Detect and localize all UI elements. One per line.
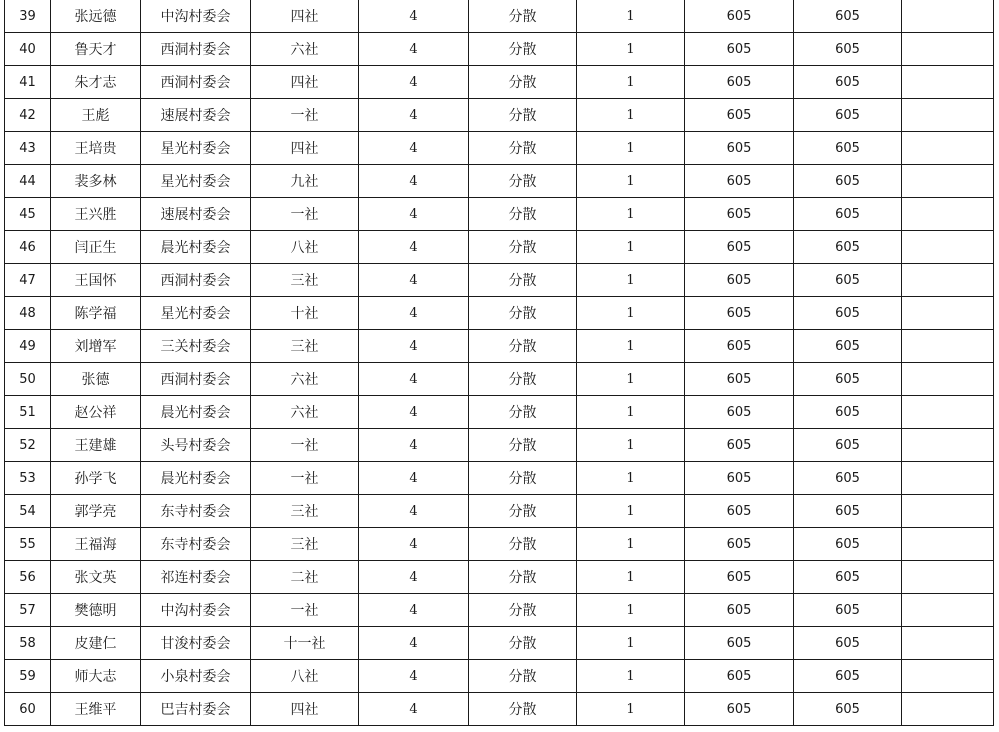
table-row <box>5 363 994 396</box>
cell-name: 王建雄 <box>51 429 141 462</box>
cell-count: 4 <box>359 528 469 561</box>
cell-count: 4 <box>359 132 469 165</box>
cell-name: 王维平 <box>51 693 141 726</box>
cell-count: 4 <box>359 297 469 330</box>
cell-index: 59 <box>5 660 51 693</box>
cell-months: 1 <box>577 660 685 693</box>
cell-months: 1 <box>577 132 685 165</box>
cell-index: 58 <box>5 627 51 660</box>
cell-name: 刘增军 <box>51 330 141 363</box>
cell-amount: 605 <box>794 594 902 627</box>
cell-remark <box>902 297 994 330</box>
cell-standard: 605 <box>685 330 794 363</box>
cell-village: 西洞村委会 <box>141 66 251 99</box>
cell-name: 闫正生 <box>51 231 141 264</box>
cell-index: 60 <box>5 693 51 726</box>
cell-amount: 605 <box>794 495 902 528</box>
cell-amount: 605 <box>794 330 902 363</box>
cell-support-type: 分散 <box>469 429 577 462</box>
cell-name: 鲁天才 <box>51 33 141 66</box>
cell-standard: 605 <box>685 495 794 528</box>
cell-count: 4 <box>359 165 469 198</box>
cell-support-type: 分散 <box>469 330 577 363</box>
cell-months: 1 <box>577 363 685 396</box>
cell-amount: 605 <box>794 693 902 726</box>
cell-index: 39 <box>5 0 51 33</box>
cell-group: 四社 <box>251 693 359 726</box>
cell-group: 三社 <box>251 330 359 363</box>
cell-remark <box>902 429 994 462</box>
cell-amount: 605 <box>794 0 902 33</box>
cell-village: 西洞村委会 <box>141 363 251 396</box>
cell-support-type: 分散 <box>469 0 577 33</box>
table-row <box>5 66 994 99</box>
cell-standard: 605 <box>685 132 794 165</box>
cell-standard: 605 <box>685 0 794 33</box>
cell-standard: 605 <box>685 297 794 330</box>
cell-remark <box>902 495 994 528</box>
cell-village: 星光村委会 <box>141 297 251 330</box>
cell-village: 巴吉村委会 <box>141 693 251 726</box>
cell-amount: 605 <box>794 264 902 297</box>
cell-count: 4 <box>359 66 469 99</box>
cell-village: 速展村委会 <box>141 99 251 132</box>
cell-name: 樊德明 <box>51 594 141 627</box>
cell-name: 陈学福 <box>51 297 141 330</box>
cell-support-type: 分散 <box>469 165 577 198</box>
cell-remark <box>902 198 994 231</box>
cell-group: 九社 <box>251 165 359 198</box>
cell-amount: 605 <box>794 198 902 231</box>
cell-village: 东寺村委会 <box>141 495 251 528</box>
cell-standard: 605 <box>685 693 794 726</box>
cell-amount: 605 <box>794 99 902 132</box>
cell-village: 速展村委会 <box>141 198 251 231</box>
cell-months: 1 <box>577 693 685 726</box>
cell-name: 王彪 <box>51 99 141 132</box>
cell-amount: 605 <box>794 396 902 429</box>
cell-name: 朱才志 <box>51 66 141 99</box>
cell-count: 4 <box>359 198 469 231</box>
cell-count: 4 <box>359 627 469 660</box>
cell-village: 西洞村委会 <box>141 33 251 66</box>
cell-group: 三社 <box>251 264 359 297</box>
cell-months: 1 <box>577 231 685 264</box>
cell-support-type: 分散 <box>469 396 577 429</box>
cell-group: 六社 <box>251 396 359 429</box>
table-row <box>5 660 994 693</box>
cell-index: 47 <box>5 264 51 297</box>
cell-amount: 605 <box>794 627 902 660</box>
cell-support-type: 分散 <box>469 132 577 165</box>
cell-remark <box>902 561 994 594</box>
cell-name: 裴多林 <box>51 165 141 198</box>
cell-name: 张文英 <box>51 561 141 594</box>
cell-support-type: 分散 <box>469 264 577 297</box>
cell-index: 54 <box>5 495 51 528</box>
cell-name: 张远德 <box>51 0 141 33</box>
table-row <box>5 231 994 264</box>
cell-group: 三社 <box>251 528 359 561</box>
cell-group: 一社 <box>251 594 359 627</box>
cell-support-type: 分散 <box>469 66 577 99</box>
cell-index: 53 <box>5 462 51 495</box>
cell-count: 4 <box>359 561 469 594</box>
cell-amount: 605 <box>794 297 902 330</box>
cell-support-type: 分散 <box>469 528 577 561</box>
cell-village: 三关村委会 <box>141 330 251 363</box>
table-row <box>5 462 994 495</box>
cell-group: 十一社 <box>251 627 359 660</box>
cell-village: 祁连村委会 <box>141 561 251 594</box>
cell-support-type: 分散 <box>469 693 577 726</box>
cell-name: 张德 <box>51 363 141 396</box>
cell-name: 王培贵 <box>51 132 141 165</box>
table-row <box>5 495 994 528</box>
data-table <box>4 0 994 726</box>
cell-group: 六社 <box>251 363 359 396</box>
cell-amount: 605 <box>794 363 902 396</box>
cell-remark <box>902 66 994 99</box>
cell-name: 孙学飞 <box>51 462 141 495</box>
cell-standard: 605 <box>685 528 794 561</box>
cell-months: 1 <box>577 0 685 33</box>
cell-count: 4 <box>359 693 469 726</box>
cell-count: 4 <box>359 495 469 528</box>
cell-count: 4 <box>359 429 469 462</box>
cell-village: 西洞村委会 <box>141 264 251 297</box>
cell-standard: 605 <box>685 594 794 627</box>
cell-count: 4 <box>359 363 469 396</box>
table-row <box>5 33 994 66</box>
cell-months: 1 <box>577 165 685 198</box>
cell-months: 1 <box>577 429 685 462</box>
cell-name: 师大志 <box>51 660 141 693</box>
cell-count: 4 <box>359 462 469 495</box>
cell-count: 4 <box>359 0 469 33</box>
cell-months: 1 <box>577 462 685 495</box>
cell-name: 王福海 <box>51 528 141 561</box>
cell-group: 一社 <box>251 198 359 231</box>
cell-remark <box>902 165 994 198</box>
cell-standard: 605 <box>685 231 794 264</box>
cell-support-type: 分散 <box>469 33 577 66</box>
cell-group: 一社 <box>251 99 359 132</box>
cell-amount: 605 <box>794 462 902 495</box>
cell-group: 四社 <box>251 132 359 165</box>
cell-amount: 605 <box>794 429 902 462</box>
cell-standard: 605 <box>685 561 794 594</box>
cell-count: 4 <box>359 594 469 627</box>
cell-amount: 605 <box>794 33 902 66</box>
cell-standard: 605 <box>685 165 794 198</box>
table-row <box>5 132 994 165</box>
cell-group: 三社 <box>251 495 359 528</box>
cell-remark <box>902 462 994 495</box>
table-row <box>5 165 994 198</box>
cell-group: 四社 <box>251 66 359 99</box>
cell-count: 4 <box>359 99 469 132</box>
cell-standard: 605 <box>685 99 794 132</box>
cell-remark <box>902 231 994 264</box>
cell-months: 1 <box>577 495 685 528</box>
cell-amount: 605 <box>794 66 902 99</box>
cell-count: 4 <box>359 396 469 429</box>
cell-months: 1 <box>577 99 685 132</box>
cell-standard: 605 <box>685 660 794 693</box>
cell-remark <box>902 0 994 33</box>
table-row <box>5 297 994 330</box>
cell-index: 57 <box>5 594 51 627</box>
cell-support-type: 分散 <box>469 594 577 627</box>
cell-remark <box>902 330 994 363</box>
table-row <box>5 429 994 462</box>
cell-standard: 605 <box>685 627 794 660</box>
table-row <box>5 693 994 726</box>
table-row <box>5 561 994 594</box>
cell-remark <box>902 693 994 726</box>
cell-months: 1 <box>577 396 685 429</box>
cell-group: 一社 <box>251 462 359 495</box>
table-row <box>5 396 994 429</box>
cell-standard: 605 <box>685 198 794 231</box>
cell-count: 4 <box>359 330 469 363</box>
cell-months: 1 <box>577 561 685 594</box>
cell-group: 六社 <box>251 33 359 66</box>
cell-village: 星光村委会 <box>141 165 251 198</box>
cell-village: 甘浚村委会 <box>141 627 251 660</box>
cell-amount: 605 <box>794 528 902 561</box>
cell-name: 赵公祥 <box>51 396 141 429</box>
table-row <box>5 0 994 33</box>
cell-amount: 605 <box>794 132 902 165</box>
cell-index: 56 <box>5 561 51 594</box>
cell-months: 1 <box>577 627 685 660</box>
cell-months: 1 <box>577 330 685 363</box>
table-row <box>5 594 994 627</box>
cell-standard: 605 <box>685 462 794 495</box>
cell-name: 王兴胜 <box>51 198 141 231</box>
cell-index: 43 <box>5 132 51 165</box>
cell-index: 42 <box>5 99 51 132</box>
cell-group: 一社 <box>251 429 359 462</box>
cell-group: 八社 <box>251 231 359 264</box>
cell-count: 4 <box>359 660 469 693</box>
cell-group: 二社 <box>251 561 359 594</box>
cell-remark <box>902 264 994 297</box>
cell-index: 51 <box>5 396 51 429</box>
cell-count: 4 <box>359 264 469 297</box>
cell-name: 王国怀 <box>51 264 141 297</box>
table-row <box>5 330 994 363</box>
cell-group: 四社 <box>251 0 359 33</box>
cell-support-type: 分散 <box>469 462 577 495</box>
cell-index: 55 <box>5 528 51 561</box>
cell-count: 4 <box>359 33 469 66</box>
table-row <box>5 627 994 660</box>
cell-support-type: 分散 <box>469 495 577 528</box>
cell-index: 45 <box>5 198 51 231</box>
cell-standard: 605 <box>685 264 794 297</box>
cell-remark <box>902 363 994 396</box>
cell-index: 41 <box>5 66 51 99</box>
cell-support-type: 分散 <box>469 297 577 330</box>
cell-village: 东寺村委会 <box>141 528 251 561</box>
cell-village: 晨光村委会 <box>141 396 251 429</box>
table-row <box>5 99 994 132</box>
cell-months: 1 <box>577 33 685 66</box>
cell-support-type: 分散 <box>469 231 577 264</box>
cell-support-type: 分散 <box>469 561 577 594</box>
cell-name: 郭学亮 <box>51 495 141 528</box>
table-row <box>5 198 994 231</box>
cell-village: 晨光村委会 <box>141 462 251 495</box>
cell-amount: 605 <box>794 660 902 693</box>
cell-amount: 605 <box>794 165 902 198</box>
cell-index: 44 <box>5 165 51 198</box>
cell-support-type: 分散 <box>469 627 577 660</box>
cell-name: 皮建仁 <box>51 627 141 660</box>
cell-village: 晨光村委会 <box>141 231 251 264</box>
table-body <box>5 0 994 726</box>
cell-months: 1 <box>577 264 685 297</box>
cell-standard: 605 <box>685 396 794 429</box>
cell-support-type: 分散 <box>469 363 577 396</box>
table-row <box>5 528 994 561</box>
cell-amount: 605 <box>794 231 902 264</box>
cell-remark <box>902 660 994 693</box>
cell-standard: 605 <box>685 33 794 66</box>
cell-standard: 605 <box>685 363 794 396</box>
cell-months: 1 <box>577 66 685 99</box>
cell-standard: 605 <box>685 429 794 462</box>
cell-village: 头号村委会 <box>141 429 251 462</box>
cell-remark <box>902 132 994 165</box>
cell-village: 小泉村委会 <box>141 660 251 693</box>
table-row <box>5 264 994 297</box>
cell-index: 49 <box>5 330 51 363</box>
cell-remark <box>902 396 994 429</box>
cell-months: 1 <box>577 297 685 330</box>
cell-index: 50 <box>5 363 51 396</box>
cell-remark <box>902 33 994 66</box>
cell-index: 46 <box>5 231 51 264</box>
cell-amount: 605 <box>794 561 902 594</box>
cell-remark <box>902 594 994 627</box>
cell-months: 1 <box>577 594 685 627</box>
cell-support-type: 分散 <box>469 198 577 231</box>
cell-remark <box>902 528 994 561</box>
cell-remark <box>902 627 994 660</box>
cell-group: 八社 <box>251 660 359 693</box>
cell-village: 中沟村委会 <box>141 594 251 627</box>
cell-group: 十社 <box>251 297 359 330</box>
cell-months: 1 <box>577 198 685 231</box>
cell-village: 中沟村委会 <box>141 0 251 33</box>
cell-standard: 605 <box>685 66 794 99</box>
cell-support-type: 分散 <box>469 99 577 132</box>
cell-index: 52 <box>5 429 51 462</box>
cell-index: 40 <box>5 33 51 66</box>
cell-village: 星光村委会 <box>141 132 251 165</box>
cell-remark <box>902 99 994 132</box>
cell-index: 48 <box>5 297 51 330</box>
cell-months: 1 <box>577 528 685 561</box>
cell-support-type: 分散 <box>469 660 577 693</box>
cell-count: 4 <box>359 231 469 264</box>
